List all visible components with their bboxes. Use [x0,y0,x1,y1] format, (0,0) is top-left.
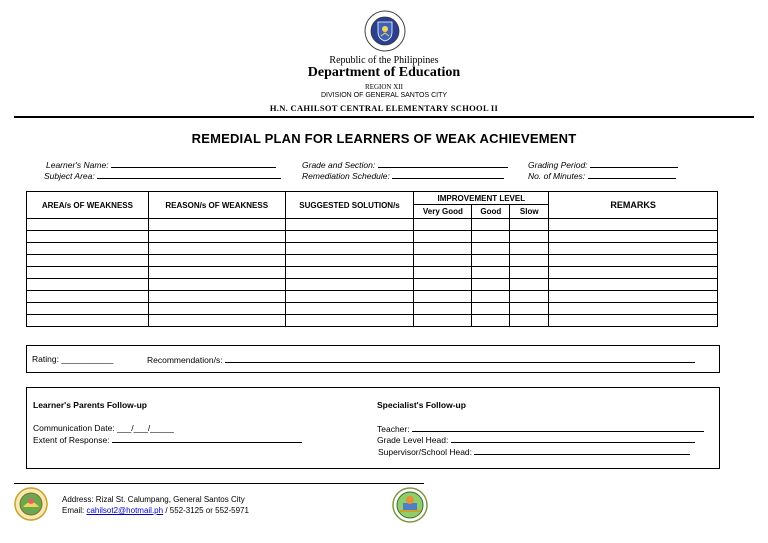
grading-period-line[interactable] [590,159,678,168]
table-cell[interactable] [510,267,549,279]
grade-level-head-line[interactable] [451,434,695,443]
col-area-header: AREA/s OF WEAKNESS [27,192,149,219]
rating-field[interactable] [32,354,113,364]
table-row[interactable] [27,315,718,327]
rating-box [26,345,720,373]
footer-address: Address: Rizal St. Calumpang, General Santos City [62,495,245,504]
teacher-field[interactable] [377,423,704,434]
table-cell[interactable] [472,219,510,231]
remediation-schedule-field[interactable] [302,170,504,181]
no-minutes-field[interactable] [528,170,676,181]
recommendation-line[interactable] [225,354,695,363]
subject-area-line[interactable] [97,170,281,179]
col-good-header: Good [472,205,510,219]
republic-heading: Republic of the Philippines [329,55,439,66]
table-cell[interactable] [549,291,718,303]
grade-section-label: Grade and Section: [302,160,376,170]
table-cell[interactable] [285,243,414,255]
table-cell[interactable] [148,315,285,327]
grade-level-head-label: Grade Level Head: [377,435,449,445]
table-cell[interactable] [285,255,414,267]
table-cell[interactable] [148,231,285,243]
table-cell[interactable] [27,267,149,279]
table-cell[interactable] [472,231,510,243]
table-cell[interactable] [414,291,472,303]
table-cell[interactable] [549,303,718,315]
extent-response-label: Extent of Response: [33,435,110,445]
table-cell[interactable] [510,291,549,303]
table-cell[interactable] [472,255,510,267]
table-cell[interactable] [27,219,149,231]
division-logo-icon [392,487,428,523]
supervisor-label: Supervisor/School Head: [378,447,473,457]
table-cell[interactable] [472,279,510,291]
table-cell[interactable] [285,303,414,315]
supervisor-line[interactable] [474,446,690,455]
table-cell[interactable] [414,315,472,327]
table-cell[interactable] [285,219,414,231]
table-cell[interactable] [472,315,510,327]
teacher-line[interactable] [412,423,704,432]
subject-area-label: Subject Area: [44,171,95,181]
followup-box [26,387,720,469]
no-minutes-line[interactable] [588,170,676,179]
table-cell[interactable] [148,303,285,315]
page-title: REMEDIAL PLAN FOR LEARNERS OF WEAK ACHIEVEMENT [191,131,577,146]
table-cell[interactable] [285,291,414,303]
table-row[interactable] [27,243,718,255]
table-row[interactable] [27,255,718,267]
phone-number: / 552-3125 or 552-5971 [165,506,249,515]
col-solution-header: SUGGESTED SOLUTION/s [285,192,414,219]
email-link[interactable]: cahilsot2@hotmail.ph [86,506,164,515]
grade-section-field[interactable] [302,159,508,170]
table-cell[interactable] [414,255,472,267]
subject-area-field[interactable] [44,170,281,181]
table-cell[interactable] [549,279,718,291]
table-cell[interactable] [285,279,414,291]
table-cell[interactable] [510,303,549,315]
rating-label: Rating: [32,354,59,364]
table-cell[interactable] [414,243,472,255]
parents-followup-title: Learner's Parents Follow-up [33,400,147,410]
no-minutes-label: No. of Minutes: [528,171,586,181]
table-cell[interactable] [510,279,549,291]
grade-level-head-field[interactable] [377,434,695,445]
table-cell[interactable] [285,315,414,327]
division-heading: DIVISION OF GENERAL SANTOS CITY [320,92,448,99]
col-improvement-header: IMPROVEMENT LEVEL [414,192,549,205]
table-cell[interactable] [148,255,285,267]
recommendation-label: Recommendation/s: [147,355,223,365]
email-label: Email: [62,506,85,515]
remediation-schedule-label: Remediation Schedule: [302,171,390,181]
table-cell[interactable] [285,267,414,279]
remedial-plan-table [26,191,718,327]
table-row[interactable] [27,267,718,279]
supervisor-field[interactable] [378,446,690,457]
table-cell[interactable] [510,255,549,267]
table-cell[interactable] [27,231,149,243]
table-cell[interactable] [414,267,472,279]
department-heading: Department of Education [307,65,461,80]
school-heading: H.N. CAHILSOT CENTRAL ELEMENTARY SCHOOL II [269,103,499,113]
footer-divider [14,483,424,484]
table-cell[interactable] [472,303,510,315]
table-row[interactable] [27,303,718,315]
header-divider [14,116,754,118]
table-cell[interactable] [549,267,718,279]
col-very-good-header: Very Good [414,205,472,219]
specialist-followup-title: Specialist's Follow-up [377,400,466,410]
table-cell[interactable] [414,231,472,243]
table-cell[interactable] [27,303,149,315]
table-cell[interactable] [472,267,510,279]
table-cell[interactable] [549,315,718,327]
table-cell[interactable] [549,219,718,231]
table-row[interactable] [27,219,718,231]
table-cell[interactable] [285,231,414,243]
grading-period-label: Grading Period: [528,160,588,170]
table-row[interactable] [27,279,718,291]
footer-contact [62,506,249,515]
extent-response-line[interactable] [112,434,302,443]
table-cell[interactable] [414,303,472,315]
learners-name-field[interactable] [46,159,276,170]
school-logo-icon [14,487,48,521]
col-reason-header: REASON/s OF WEAKNESS [148,192,285,219]
table-cell[interactable] [414,219,472,231]
learners-name-line[interactable] [111,159,276,168]
table-cell[interactable] [472,243,510,255]
grading-period-field[interactable] [528,159,678,170]
region-heading: REGION XII [365,83,403,91]
extent-response-field[interactable] [33,434,302,445]
table-row[interactable] [27,231,718,243]
table-cell[interactable] [148,243,285,255]
table-cell[interactable] [510,219,549,231]
col-remarks-header: REMARKS [549,192,718,219]
table-cell[interactable] [510,243,549,255]
table-cell[interactable] [27,243,149,255]
communication-date-field[interactable]: Communication Date: ___/___/_____ [33,423,174,433]
learners-name-label: Learner's Name: [46,160,109,170]
recommendation-field[interactable] [147,354,695,365]
table-cell[interactable] [549,255,718,267]
table-cell[interactable] [148,267,285,279]
table-cell[interactable] [510,315,549,327]
grade-section-line[interactable] [378,159,508,168]
table-cell[interactable] [27,291,149,303]
table-cell[interactable] [148,219,285,231]
remediation-schedule-line[interactable] [392,170,504,179]
col-slow-header: Slow [510,205,549,219]
table-cell[interactable] [414,279,472,291]
table-cell[interactable] [549,231,718,243]
table-cell[interactable] [472,291,510,303]
table-cell[interactable] [148,291,285,303]
rating-blank[interactable]: ___________ [61,354,114,364]
table-cell[interactable] [27,279,149,291]
table-cell[interactable] [27,255,149,267]
table-cell[interactable] [510,231,549,243]
table-cell[interactable] [549,243,718,255]
table-cell[interactable] [27,315,149,327]
deped-seal-icon [364,10,406,52]
table-row[interactable] [27,291,718,303]
teacher-label: Teacher: [377,424,410,434]
table-cell[interactable] [148,279,285,291]
